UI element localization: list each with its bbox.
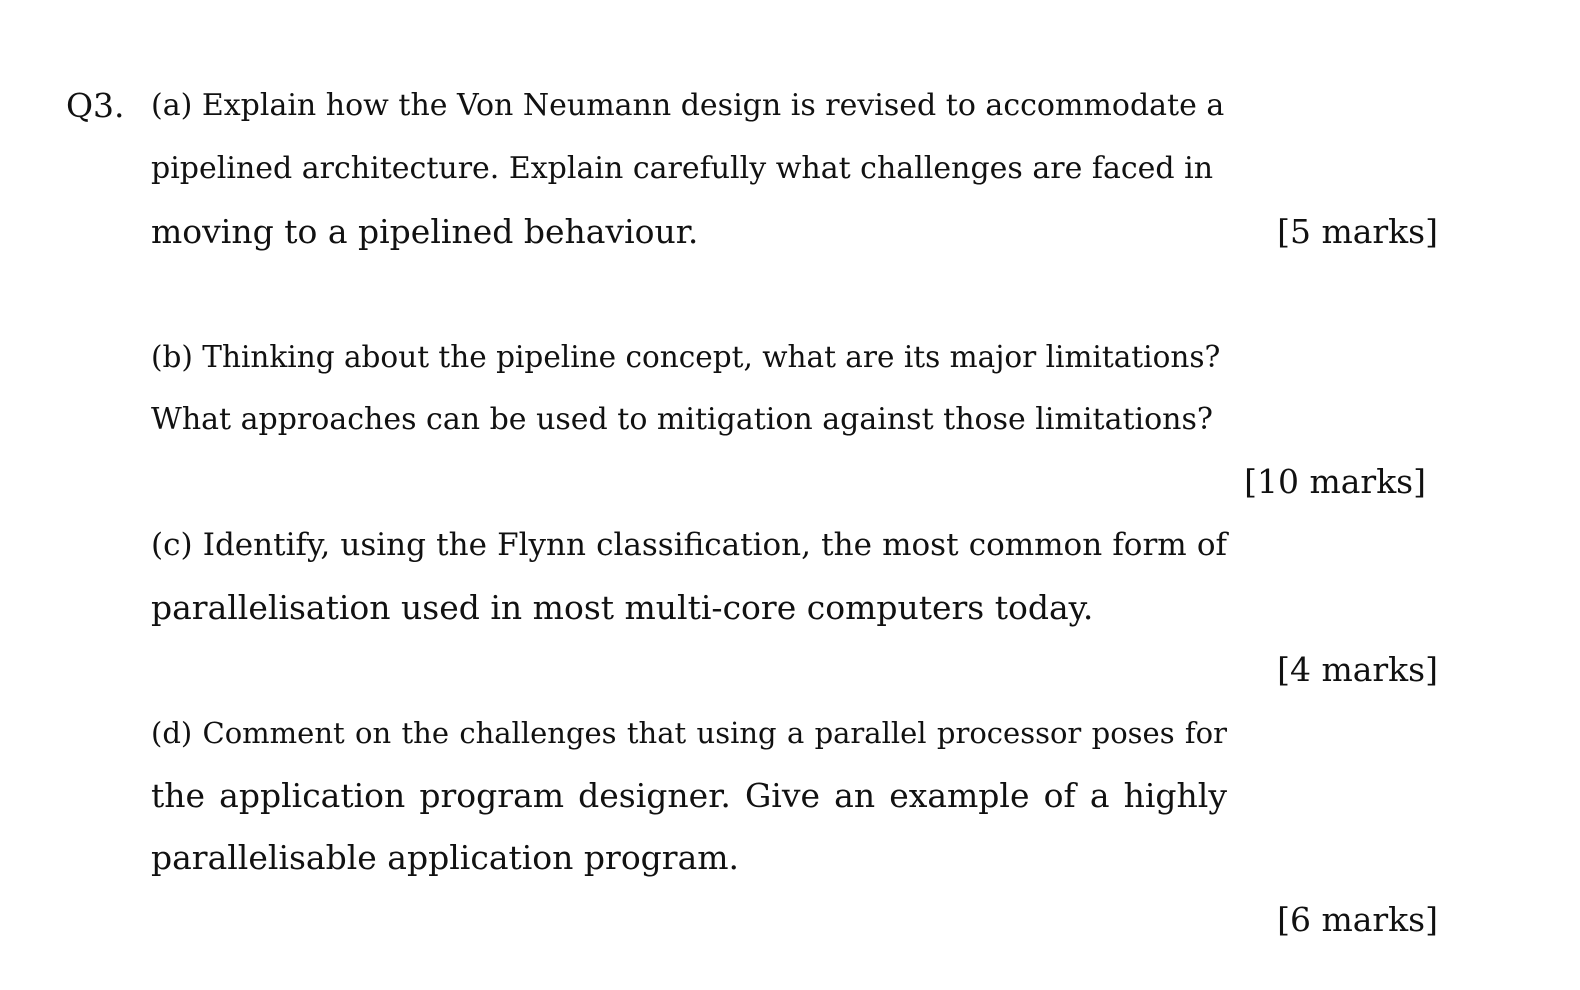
part-d-line-1: (d) Comment on the challenges that using a parallel processor poses for <box>151 716 1227 750</box>
part-c-line-2: parallelisation used in most multi-core computers today. <box>151 588 1094 627</box>
part-b-marks: [10 marks] <box>1244 462 1426 501</box>
part-a-line-3: moving to a pipelined behaviour. <box>151 212 699 251</box>
part-d-line-3: parallelisable application program. <box>151 838 740 877</box>
part-a-marks: [5 marks] <box>1277 212 1438 251</box>
part-d-line-2: the application program designer. Give an example of a highly <box>151 776 1227 815</box>
part-b-line-1: (b) Thinking about the pipeline concept, what are its major limitations? <box>151 340 1221 374</box>
question-number: Q3. <box>66 86 125 125</box>
part-a-line-2: pipelined architecture. Explain carefully what challenges are faced in <box>151 151 1214 186</box>
part-b-line-2: What approaches can be used to mitigation against those limitations? <box>151 402 1213 437</box>
part-d-marks: [6 marks] <box>1277 900 1438 939</box>
part-c-line-1: (c) Identify, using the Flynn classification, the most common form of <box>151 527 1227 563</box>
part-a-line-1: (a) Explain how the Von Neumann design is revised to accommodate a <box>151 88 1225 123</box>
part-c-marks: [4 marks] <box>1277 650 1438 689</box>
